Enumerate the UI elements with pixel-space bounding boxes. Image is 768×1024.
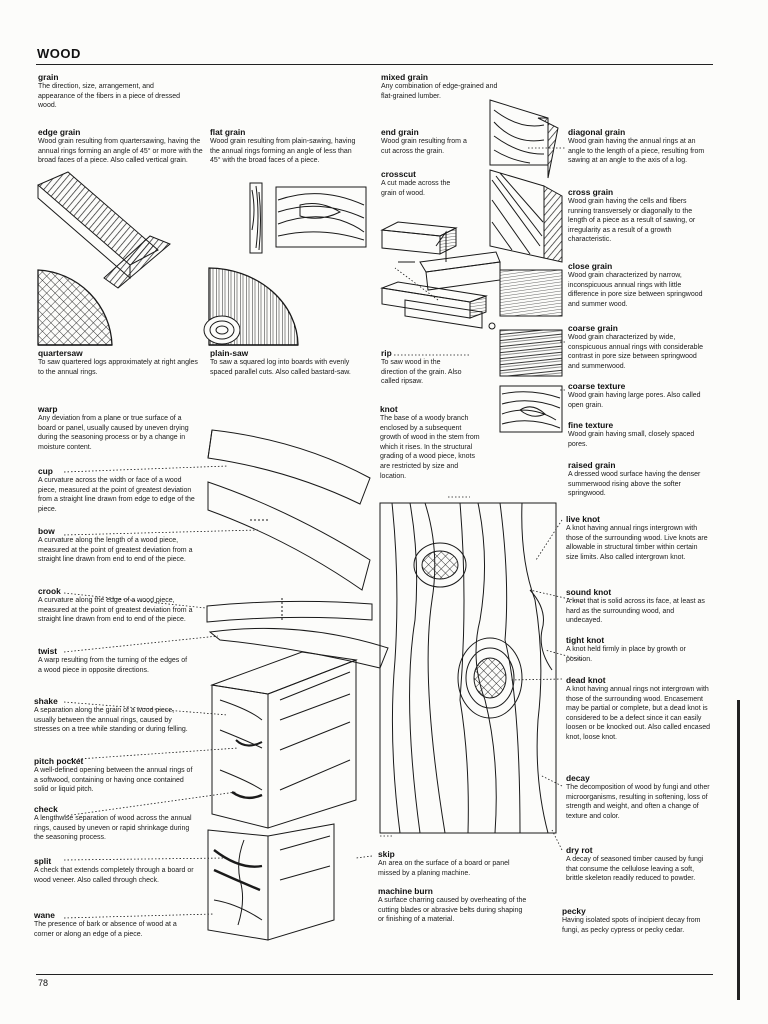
term-quartersaw: quartersaw: [38, 348, 83, 358]
term-crosscut: crosscut: [381, 169, 416, 179]
def-decay: The decomposition of wood by fungi and other microorganisms, resulting in softening, loss of strength and weight, and often a change of texture and color.: [566, 784, 710, 820]
term-sound-knot: sound knot: [566, 587, 612, 597]
def-skip: An area on the surface of a board or panel missed by a planing machine.: [378, 860, 510, 877]
term-pitch-pocket: pitch pocket: [34, 756, 84, 766]
term-decay: decay: [566, 773, 590, 783]
term-rip: rip: [381, 348, 392, 358]
shake-check-split-block-illustration: [212, 652, 356, 828]
term-check: check: [34, 804, 58, 814]
header-rule: [36, 64, 713, 65]
term-coarse-grain: coarse grain: [568, 323, 618, 333]
def-dead-knot: A knot having annual rings not intergrown with those of the surrounding wood. Encasement may be partial or complete, but a dead knot is considered to be a defect since it can easily loosen or be knocked out. Also called encased knot, loose knot.: [566, 686, 710, 741]
term-flat-grain: flat grain: [210, 127, 246, 137]
wane-board-illustration: [208, 824, 334, 940]
crook-board-illustration: [207, 598, 372, 622]
crosscut-lumber-illustration: [382, 222, 500, 329]
term-dry-rot: dry rot: [566, 845, 593, 855]
def-tight-knot: A knot held firmly in place by growth or position.: [566, 646, 686, 663]
def-sound-knot: A knot that is solid across its face, at least as hard as the surrounding wood, and undecayed.: [566, 598, 705, 625]
knot-panel-illustration: [380, 503, 556, 833]
diagonal-grain-board-illustration: [490, 100, 558, 178]
term-coarse-texture: coarse texture: [568, 381, 626, 391]
term-cross-grain: cross grain: [568, 187, 614, 197]
coarse-texture-sample: [500, 386, 562, 432]
term-machine-burn: machine burn: [378, 886, 433, 896]
def-raised-grain: A dressed wood surface having the denser summerwood rising above the softer springwood.: [568, 471, 701, 498]
term-diagonal-grain: diagonal grain: [568, 127, 626, 137]
term-grain: grain: [38, 72, 59, 82]
close-grain-sample: [500, 270, 562, 316]
quartersaw-log-illustration: [38, 270, 112, 345]
def-plain-saw: To saw a squared log into boards with evenly spaced parallel cuts. Also called bastard-saw.: [210, 359, 351, 376]
def-split: A check that extends completely through a board or wood veneer. Also called through check.: [34, 867, 194, 884]
coarse-grain-sample: [500, 330, 562, 376]
term-pecky: pecky: [562, 906, 586, 916]
term-plain-saw: plain-saw: [210, 348, 249, 358]
edge-grain-board-illustration: [38, 172, 170, 288]
def-quartersaw: To saw quartered logs approximately at right angles to the annual rings.: [38, 359, 198, 376]
cross-grain-board-illustration: [490, 170, 562, 262]
term-knot: knot: [380, 404, 398, 414]
term-skip: skip: [378, 849, 395, 859]
def-live-knot: A knot having annual rings intergrown with those of the surrounding wood. Live knots are allowable in structural timber within certain size limits. Also called intergrown knot.: [566, 525, 708, 561]
def-mixed-grain: Any combination of edge-grained and flat-grained lumber.: [381, 83, 498, 100]
def-shake: A separation along the grain of a wood piece, usually between the annual rings, caused by stresses on a tree while standing or during felling.: [34, 707, 188, 734]
binding-edge-mark: [737, 700, 740, 1000]
def-machine-burn: A surface charring caused by overheating of the cutting blades or abrasive belts during shaping or finishing of a material.: [378, 897, 527, 924]
def-end-grain: Wood grain resulting from a cut across the grain.: [381, 138, 467, 155]
term-edge-grain: edge grain: [38, 127, 81, 137]
def-bow: A curvature along the length of a wood piece, measured at the point of greatest deviation from a straight line drawn from end to end of the piece.: [38, 537, 193, 564]
def-coarse-texture: Wood grain having large pores. Also called open grain.: [568, 392, 701, 409]
term-mixed-grain: mixed grain: [381, 72, 429, 82]
page-number: 78: [38, 978, 49, 988]
def-diagonal-grain: Wood grain having the annual rings at an angle to the length of a piece, resulting from sawing at an angle to the axis of a log.: [568, 138, 705, 165]
term-end-grain: end grain: [381, 127, 419, 137]
def-crook: A curvature along the edge of a wood piece, measured at the point of greatest deviation from a straight line drawn from end to end of the piece.: [38, 597, 193, 624]
def-knot: The base of a woody branch enclosed by a subsequent growth of wood in the stem from which it rises. In the structural grading of a wood piece, knots are restricted by size and location.: [380, 415, 480, 480]
def-pitch-pocket: A well-defined opening between the annual rings of a softwood, containing or having once contained solid or liquid pitch.: [34, 767, 193, 794]
def-cup: A curvature across the width or face of a wood piece, measured at the point of greatest deviation from a straight line drawn from edge to edge of the piece.: [38, 477, 195, 513]
def-close-grain: Wood grain characterized by narrow, inconspicuous annual rings with little difference in pore size between springwood and summer wood.: [568, 272, 703, 308]
def-crosscut: A cut made across the grain of wood.: [381, 180, 451, 197]
cup-board-illustration: [208, 430, 370, 504]
term-shake: shake: [34, 696, 58, 706]
def-twist: A warp resulting from the turning of the edges of a wood piece in opposite directions.: [38, 657, 188, 674]
term-close-grain: close grain: [568, 261, 613, 271]
def-dry-rot: A decay of seasoned timber caused by fungi that consume the cellulose leaving a soft, brittle skeleton readily reduced to powder.: [566, 856, 704, 883]
def-flat-grain: Wood grain resulting from plain-sawing, having the annual rings forming an angle of less than 45° with the broad faces of a piece.: [210, 138, 356, 165]
footer-rule: [36, 974, 713, 975]
def-edge-grain: Wood grain resulting from quartersawing, having the annual rings forming an angle of 45° or more with the broad faces of a piece. Also called vertical grain.: [38, 138, 203, 165]
def-wane: The presence of bark or absence of wood at a corner or along an edge of a piece.: [34, 921, 177, 938]
term-crook: crook: [38, 586, 61, 596]
def-warp: Any deviation from a plane or true surface of a board or panel, usually caused by uneven drying during the seasoning process or by a change in moisture content.: [38, 415, 189, 451]
term-fine-texture: fine texture: [568, 420, 614, 430]
def-cross-grain: Wood grain having the cells and fibers running transversely or diagonally to the length of a piece as a result of sawing, or irregularity as a result of a growth characteristic.: [568, 198, 696, 244]
def-rip: To saw wood in the direction of the grain. Also called ripsaw.: [381, 359, 462, 386]
def-coarse-grain: Wood grain characterized by wide, conspicuous annual rings with considerable contrast in pore size between springwood and summerwood.: [568, 334, 704, 370]
term-dead-knot: dead knot: [566, 675, 606, 685]
section-title: WOOD: [37, 46, 81, 61]
term-cup: cup: [38, 466, 53, 476]
def-check: A lengthwise separation of wood across the annual rings, caused by uneven or rapid shrinkage during the seasoning process.: [34, 815, 192, 842]
def-fine-texture: Wood grain having small, closely spaced pores.: [568, 431, 695, 448]
term-wane: wane: [34, 910, 55, 920]
term-warp: warp: [38, 404, 58, 414]
def-grain: The direction, size, arrangement, and appearance of the fibers in a piece of dressed wood.: [38, 83, 181, 110]
plain-saw-log-illustration: [204, 268, 298, 345]
term-raised-grain: raised grain: [568, 460, 616, 470]
flat-grain-board-illustration: [250, 183, 366, 253]
def-pecky: Having isolated spots of incipient decay from fungi, as pecky cypress or pecky cedar.: [562, 917, 701, 934]
bow-board-illustration: [208, 482, 370, 590]
twist-board-illustration: [210, 628, 388, 668]
term-live-knot: live knot: [566, 514, 600, 524]
term-tight-knot: tight knot: [566, 635, 605, 645]
term-bow: bow: [38, 526, 55, 536]
term-split: split: [34, 856, 52, 866]
term-twist: twist: [38, 646, 58, 656]
